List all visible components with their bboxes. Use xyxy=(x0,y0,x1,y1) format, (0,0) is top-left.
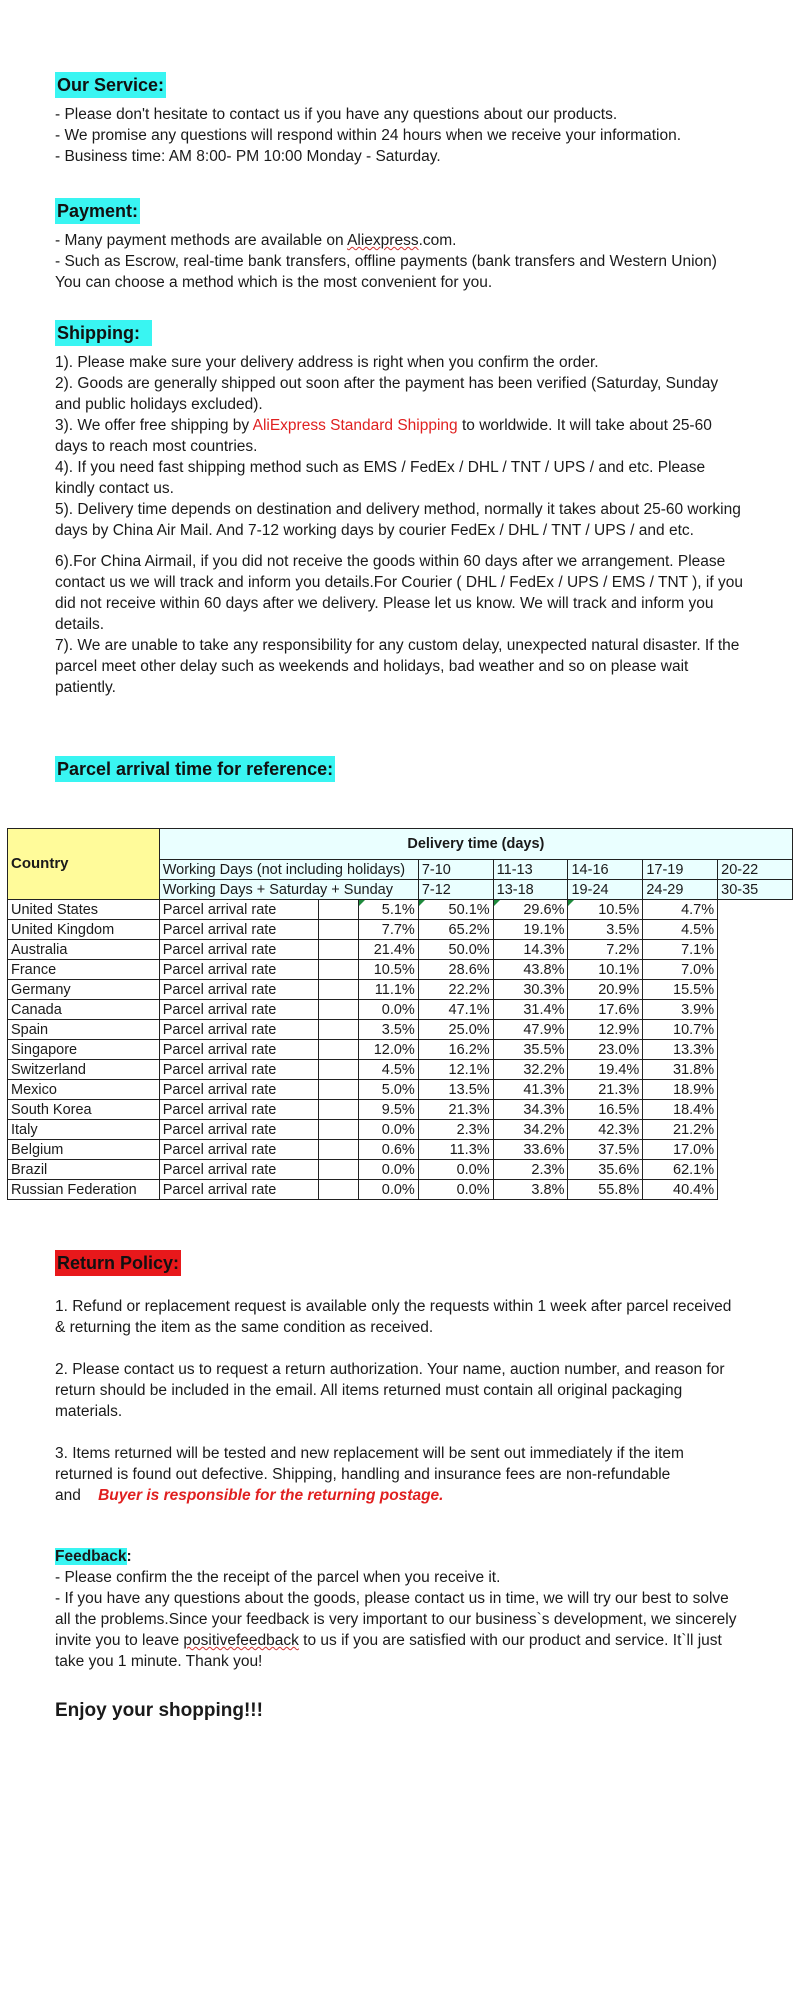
arrival-rate-cell: 19.1% xyxy=(493,920,568,940)
feedback-line-2 xyxy=(55,1588,745,1672)
country-cell: South Korea xyxy=(8,1100,160,1120)
arrival-rate-cell: 5.0% xyxy=(358,1080,418,1100)
arrival-rate-cell: 22.2% xyxy=(418,980,493,1000)
arrival-rate-cell: 34.2% xyxy=(493,1120,568,1140)
arrival-rate-cell: 35.5% xyxy=(493,1040,568,1060)
return-item-3-text: 3. Items returned will be tested and new replacement will be sent out immediately if the item returned is found out defective. Shipping, handling and insurance fees are non-refundable xyxy=(55,1445,684,1483)
table-row xyxy=(8,1060,793,1080)
return-item-2: 2. Please contact us to request a return authorization. Your name, auction number, and reason for return should be included in the email. All items returned must contain all original packaging materials. xyxy=(55,1361,725,1420)
spacer-cell xyxy=(318,1100,358,1120)
arrival-rate-cell: 7.1% xyxy=(643,940,718,960)
arrival-rate-cell: 31.8% xyxy=(643,1060,718,1080)
arrival-rate-cell: 16.2% xyxy=(418,1040,493,1060)
shipping-item-1: 1). Please make sure your delivery address is right when you confirm the order. xyxy=(55,354,599,371)
arrival-rate-cell: 12.1% xyxy=(418,1060,493,1080)
arrival-rate-cell: 10.7% xyxy=(643,1020,718,1040)
service-line-1: - Please don't hesitate to contact us if you have any questions about our products. xyxy=(55,106,618,123)
arrival-rate-cell: 0.0% xyxy=(418,1180,493,1200)
arrival-rate-label-cell: Parcel arrival rate xyxy=(159,1140,318,1160)
shipping-heading: Shipping: xyxy=(55,320,152,346)
arrival-rate-label-cell: Parcel arrival rate xyxy=(159,920,318,940)
arrival-rate-cell: 28.6% xyxy=(418,960,493,980)
arrival-rate-cell: 50.1% xyxy=(418,900,493,920)
arrival-rate-cell: 3.5% xyxy=(358,1020,418,1040)
country-cell: Spain xyxy=(8,1020,160,1040)
spacer-cell xyxy=(318,1060,358,1080)
arrival-rate-cell: 18.9% xyxy=(643,1080,718,1100)
arrival-rate-cell: 20.9% xyxy=(568,980,643,1000)
spacer-cell xyxy=(318,920,358,940)
table-row xyxy=(8,1140,793,1160)
arrival-rate-cell: 0.6% xyxy=(358,1140,418,1160)
arrival-rate-cell: 21.3% xyxy=(568,1080,643,1100)
arrival-rate-cell: 30.3% xyxy=(493,980,568,1000)
buyer-postage-notice: Buyer is responsible for the returning postage. xyxy=(98,1487,444,1504)
working-days-range: 11-13 xyxy=(493,860,568,880)
feedback-line-2-prefix: - If you have any questions about the goods, please contact us in time, we will try our best to solve all the problems.Since your feedback is very important to our business`s development, we sincerely invite you to leave xyxy=(55,1590,737,1649)
calendar-days-range: 30-35 xyxy=(718,880,793,900)
arrival-rate-cell: 12.0% xyxy=(358,1040,418,1060)
country-cell: Belgium xyxy=(8,1140,160,1160)
spacer-cell xyxy=(318,1160,358,1180)
shipping-item-7: 7). We are unable to take any responsibility for any custom delay, unexpected natural disaster. If the parcel meet other delay such as weekends and holidays, bad weather and so on please wait patiently. xyxy=(55,637,740,696)
feedback-line-2-suffix: to us if you are satisfied with our product and service. It`ll just take you 1 minute. Thank you! xyxy=(55,1632,722,1670)
arrival-rate-cell: 35.6% xyxy=(568,1160,643,1180)
arrival-rate-cell: 41.3% xyxy=(493,1080,568,1100)
arrival-rate-label-cell: Parcel arrival rate xyxy=(159,1120,318,1140)
arrival-rate-label-cell: Parcel arrival rate xyxy=(159,1040,318,1060)
working-days-range: 20-22 xyxy=(718,860,793,880)
arrival-rate-label-cell: Parcel arrival rate xyxy=(159,900,318,920)
return-policy-section xyxy=(55,1250,745,1506)
return-item-3-and: and xyxy=(55,1487,86,1504)
working-days-range: 14-16 xyxy=(568,860,643,880)
arrival-rate-cell: 19.4% xyxy=(568,1060,643,1080)
arrival-rate-cell: 11.1% xyxy=(358,980,418,1000)
return-item-1: 1. Refund or replacement request is available only the requests within 1 week after parcel received & returning the item as the same condition as received. xyxy=(55,1298,732,1336)
calendar-days-label: Working Days + Saturday + Sunday xyxy=(159,880,418,900)
arrival-rate-cell: 42.3% xyxy=(568,1120,643,1140)
table-row xyxy=(8,1120,793,1140)
calendar-days-range: 19-24 xyxy=(568,880,643,900)
arrival-rate-cell: 29.6% xyxy=(493,900,568,920)
arrival-rate-cell: 21.3% xyxy=(418,1100,493,1120)
table-row xyxy=(8,1180,793,1200)
country-cell: United States xyxy=(8,900,160,920)
aliexpress-link[interactable]: Aliexpress xyxy=(347,232,419,249)
shipping-item-3-prefix: 3). We offer free shipping by xyxy=(55,417,253,434)
shipping-section xyxy=(55,320,745,698)
arrival-rate-cell: 50.0% xyxy=(418,940,493,960)
arrival-rate-cell: 4.5% xyxy=(643,920,718,940)
arrival-rate-cell: 12.9% xyxy=(568,1020,643,1040)
feedback-section xyxy=(55,1546,745,1672)
arrival-rate-cell: 10.1% xyxy=(568,960,643,980)
country-cell: Singapore xyxy=(8,1040,160,1060)
payment-line-3: You can choose a method which is the most convenient for you. xyxy=(55,274,493,291)
arrival-rate-label-cell: Parcel arrival rate xyxy=(159,1160,318,1180)
country-cell: Switzerland xyxy=(8,1060,160,1080)
service-heading: Our Service: xyxy=(55,72,166,98)
table-row xyxy=(8,960,793,980)
shipping-item-2: 2). Goods are generally shipped out soon after the payment has been verified (Saturday, Sunday and public holidays excluded). xyxy=(55,375,719,413)
country-cell: France xyxy=(8,960,160,980)
payment-line-1-suffix: .com. xyxy=(418,232,457,249)
arrival-rate-cell: 13.5% xyxy=(418,1080,493,1100)
calendar-days-range: 7-12 xyxy=(418,880,493,900)
table-row xyxy=(8,980,793,1000)
arrival-rate-label-cell: Parcel arrival rate xyxy=(159,980,318,1000)
arrival-rate-cell: 0.0% xyxy=(358,1120,418,1140)
service-section xyxy=(55,72,745,167)
arrival-rate-cell: 31.4% xyxy=(493,1000,568,1020)
table-row xyxy=(8,1080,793,1100)
arrival-rate-cell: 21.4% xyxy=(358,940,418,960)
arrival-rate-cell: 0.0% xyxy=(418,1160,493,1180)
spacer-cell xyxy=(318,1120,358,1140)
country-cell: Russian Federation xyxy=(8,1180,160,1200)
arrival-rate-cell: 0.0% xyxy=(358,1160,418,1180)
spacer-cell xyxy=(318,1180,358,1200)
arrival-rate-cell: 17.6% xyxy=(568,1000,643,1020)
arrival-rate-cell: 13.3% xyxy=(643,1040,718,1060)
arrival-rate-cell: 47.1% xyxy=(418,1000,493,1020)
spacer-cell xyxy=(318,1040,358,1060)
arrival-rate-cell: 7.7% xyxy=(358,920,418,940)
shipping-item-6: 6).For China Airmail, if you did not receive the goods within 60 days after we arrangement. Please contact us we will track and inform you details.For Courier ( DHL / FedEx / UPS / EMS / TNT ), if you did not receive within 60 days after we delivery. Please let us know. We will track and inform you details. xyxy=(55,553,743,633)
payment-section xyxy=(55,198,745,293)
arrival-rate-cell: 10.5% xyxy=(568,900,643,920)
arrival-rate-cell: 40.4% xyxy=(643,1180,718,1200)
arrival-rate-cell: 37.5% xyxy=(568,1140,643,1160)
arrival-rate-cell: 3.9% xyxy=(643,1000,718,1020)
arrival-rate-cell: 7.0% xyxy=(643,960,718,980)
payment-line-1-prefix: - Many payment methods are available on xyxy=(55,232,348,249)
arrival-rate-label-cell: Parcel arrival rate xyxy=(159,1180,318,1200)
country-cell: Germany xyxy=(8,980,160,1000)
arrival-rate-cell: 32.2% xyxy=(493,1060,568,1080)
arrival-rate-cell: 17.0% xyxy=(643,1140,718,1160)
feedback-heading-line xyxy=(55,1546,745,1567)
table-row xyxy=(8,1020,793,1040)
arrival-rate-cell: 7.2% xyxy=(568,940,643,960)
arrival-rate-cell: 15.5% xyxy=(643,980,718,1000)
arrival-rate-label-cell: Parcel arrival rate xyxy=(159,1060,318,1080)
arrival-rate-label-cell: Parcel arrival rate xyxy=(159,1020,318,1040)
arrival-rate-cell: 5.1% xyxy=(358,900,418,920)
calendar-days-range: 24-29 xyxy=(643,880,718,900)
arrival-rate-cell: 43.8% xyxy=(493,960,568,980)
arrival-rate-label-cell: Parcel arrival rate xyxy=(159,1000,318,1020)
arrival-rate-cell: 65.2% xyxy=(418,920,493,940)
payment-line-1 xyxy=(55,230,745,251)
arrival-rate-cell: 2.3% xyxy=(418,1120,493,1140)
payment-line-2: - Such as Escrow, real-time bank transfers, offline payments (bank transfers and Western Union) xyxy=(55,253,717,270)
shipping-item-3-suffix: to worldwide. It will take about 25-60 days to reach most countries. xyxy=(55,417,712,455)
arrival-rate-cell: 21.2% xyxy=(643,1120,718,1140)
standard-shipping-highlight: AliExpress Standard Shipping xyxy=(252,417,462,434)
feedback-heading-colon: : xyxy=(126,1548,132,1565)
parcel-heading: Parcel arrival time for reference: xyxy=(55,756,335,782)
arrival-rate-cell: 3.5% xyxy=(568,920,643,940)
arrival-rate-cell: 23.0% xyxy=(568,1040,643,1060)
spacer-cell xyxy=(318,1000,358,1020)
arrival-rate-cell: 62.1% xyxy=(643,1160,718,1180)
spacer-cell xyxy=(318,980,358,1000)
arrival-rate-cell: 11.3% xyxy=(418,1140,493,1160)
country-cell: Italy xyxy=(8,1120,160,1140)
spacer-cell xyxy=(318,1140,358,1160)
arrival-rate-cell: 10.5% xyxy=(358,960,418,980)
working-days-range: 17-19 xyxy=(643,860,718,880)
arrival-rate-cell: 14.3% xyxy=(493,940,568,960)
table-row xyxy=(8,1100,793,1120)
feedback-line-1: - Please confirm the the receipt of the parcel when you receive it. xyxy=(55,1569,501,1586)
feedback-heading: Feedback xyxy=(55,1548,127,1565)
country-cell: Canada xyxy=(8,1000,160,1020)
arrival-rate-label-cell: Parcel arrival rate xyxy=(159,1100,318,1120)
positive-feedback-link[interactable]: positivefeedback xyxy=(183,1632,299,1649)
arrival-rate-label-cell: Parcel arrival rate xyxy=(159,940,318,960)
arrival-rate-label-cell: Parcel arrival rate xyxy=(159,1080,318,1100)
spacer-cell xyxy=(318,940,358,960)
arrival-rate-cell: 18.4% xyxy=(643,1100,718,1120)
shipping-item-3 xyxy=(55,415,745,457)
arrival-rate-cell: 2.3% xyxy=(493,1160,568,1180)
arrival-rate-label-cell: Parcel arrival rate xyxy=(159,960,318,980)
calendar-days-range: 13-18 xyxy=(493,880,568,900)
country-cell: United Kingdom xyxy=(8,920,160,940)
arrival-rate-cell: 16.5% xyxy=(568,1100,643,1120)
arrival-rate-cell: 25.0% xyxy=(418,1020,493,1040)
parcel-arrival-table xyxy=(7,828,793,1200)
table-row xyxy=(8,1160,793,1180)
delivery-time-header: Delivery time (days) xyxy=(159,829,792,860)
country-cell: Brazil xyxy=(8,1160,160,1180)
spacer-cell xyxy=(318,1020,358,1040)
service-line-3: - Business time: AM 8:00- PM 10:00 Monday - Saturday. xyxy=(55,148,441,165)
table-row xyxy=(8,1000,793,1020)
arrival-rate-cell: 3.8% xyxy=(493,1180,568,1200)
service-line-2: - We promise any questions will respond within 24 hours when we receive your information. xyxy=(55,127,682,144)
arrival-rate-cell: 4.5% xyxy=(358,1060,418,1080)
table-row xyxy=(8,1040,793,1060)
closing-message: Enjoy your shopping!!! xyxy=(55,1700,263,1721)
spacer-cell xyxy=(318,960,358,980)
arrival-rate-cell: 47.9% xyxy=(493,1020,568,1040)
arrival-rate-cell: 0.0% xyxy=(358,1000,418,1020)
spacer-cell xyxy=(318,1080,358,1100)
working-days-range: 7-10 xyxy=(418,860,493,880)
payment-heading: Payment: xyxy=(55,198,140,224)
return-item-3 xyxy=(55,1443,745,1506)
working-days-label: Working Days (not including holidays) xyxy=(159,860,418,880)
country-column-header: Country xyxy=(8,829,160,900)
table-row xyxy=(8,920,793,940)
arrival-rate-cell: 9.5% xyxy=(358,1100,418,1120)
table-row xyxy=(8,940,793,960)
spacer-cell xyxy=(318,900,358,920)
country-cell: Mexico xyxy=(8,1080,160,1100)
shipping-item-5: 5). Delivery time depends on destination and delivery method, normally it takes about 25-60 working days by China Air Mail. And 7-12 working days by courier FedEx / DHL / TNT / UPS / and etc. xyxy=(55,501,741,539)
parcel-section xyxy=(55,756,745,782)
arrival-rate-cell: 34.3% xyxy=(493,1100,568,1120)
arrival-rate-cell: 4.7% xyxy=(643,900,718,920)
arrival-rate-cell: 0.0% xyxy=(358,1180,418,1200)
arrival-rate-cell: 33.6% xyxy=(493,1140,568,1160)
table-row xyxy=(8,900,793,920)
shipping-item-4: 4). If you need fast shipping method such as EMS / FedEx / DHL / TNT / UPS / and etc. Please kindly contact us. xyxy=(55,459,706,497)
arrival-rate-cell: 55.8% xyxy=(568,1180,643,1200)
return-policy-heading: Return Policy: xyxy=(55,1250,181,1276)
country-cell: Australia xyxy=(8,940,160,960)
